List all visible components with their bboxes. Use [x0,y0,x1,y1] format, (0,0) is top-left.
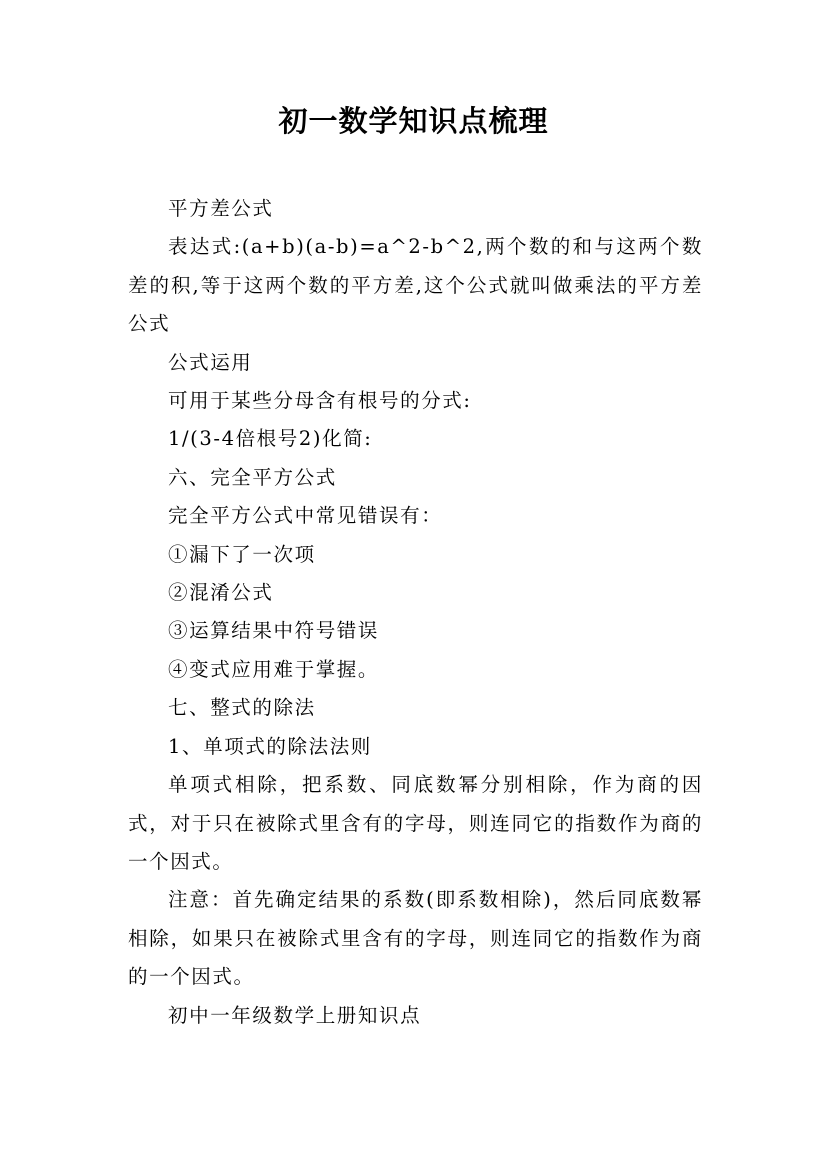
document-title: 初一数学知识点梳理 [278,104,549,138]
paragraph: 可用于某些分母含有根号的分式: [168,389,472,413]
paragraph: 六、完全平方公式 [168,465,337,489]
paragraph: 注意：首先确定结果的系数(即系数相除)，然后同底数幂相除，如果只在被除式里含有的字母，则连同它的指数作为商的一个因式。 [128,888,703,989]
paragraph: 1、单项式的除法法则 [168,734,372,758]
paragraph: ④变式应用难于掌握。 [168,657,380,681]
paragraph: 初中一年级数学上册知识点 [168,1003,422,1027]
paragraph: 单项式相除，把系数、同底数幂分别相除，作为商的因式，对于只在被除式里含有的字母，则连同它的指数作为商的一个因式。 [128,773,703,873]
paragraph: 公式运用 [168,350,253,374]
document-body [128,190,703,1035]
paragraph: ②混淆公式 [168,581,274,605]
paragraph: 七、整式的除法 [168,696,316,720]
paragraph: 平方差公式 [168,197,274,220]
paragraph: 1/(3-4倍根号2)化简: [168,427,373,451]
paragraph: ③运算结果中符号错误 [168,619,380,643]
paragraph: 完全平方公式中常见错误有： [168,504,443,528]
paragraph: 表达式:(a+b)(a-b)=a^2-b^2,两个数的和与这两个数差的积,等于这两个数的平方差,这个公式就叫做乘法的平方差公式 [128,235,703,336]
paragraph: ①漏下了一次项 [168,542,316,566]
